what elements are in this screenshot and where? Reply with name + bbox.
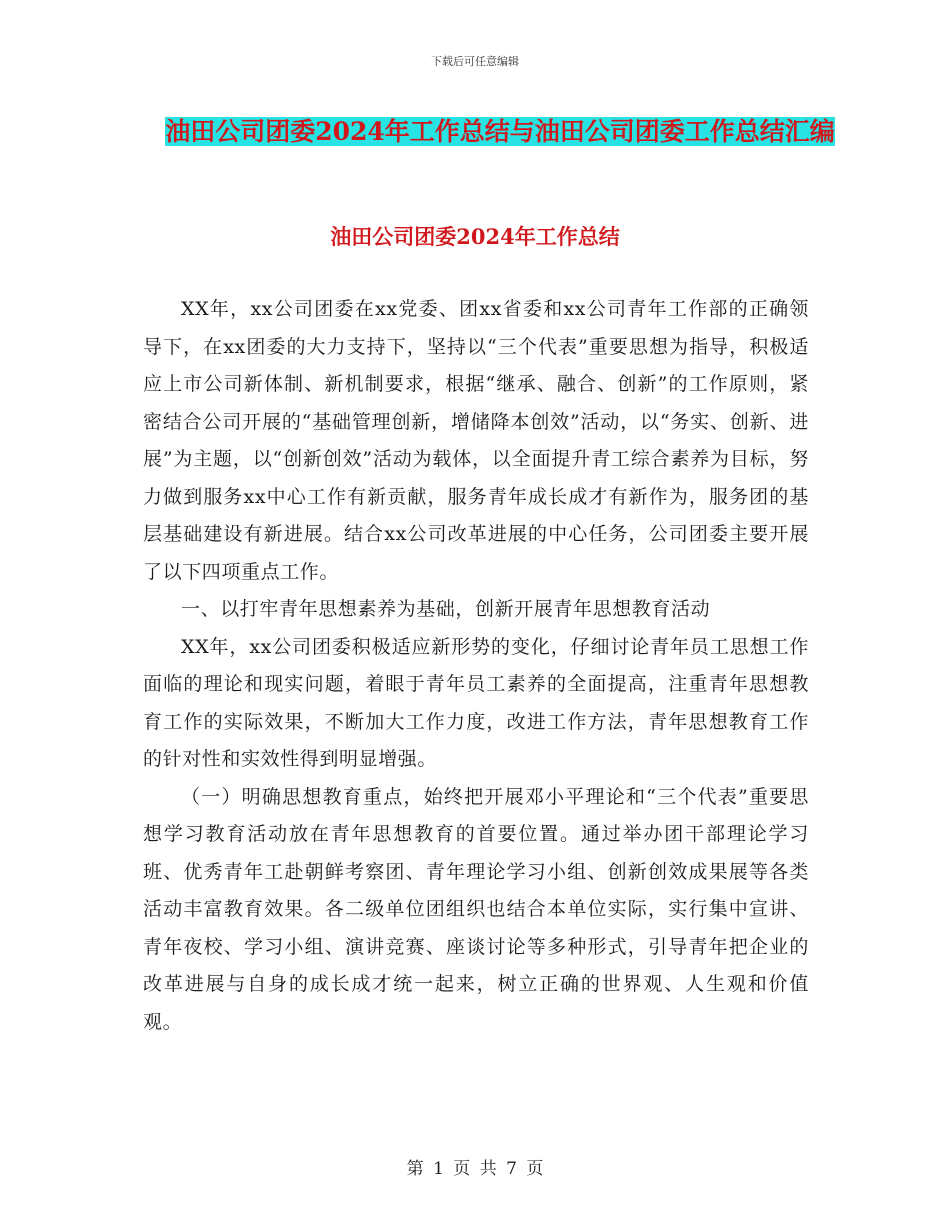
paragraph-education-overview: XX年，xx公司团委积极适应新形势的变化，仔细讨论青年员工思想工作面临的理论和现实问题，着眼于青年员工素养的全面提高，注重青年思想教育工作的实际效果，不断加大工作力度，改进工作方法，青年思想教育工作的针对性和实效性得到明显增强。 (143, 635, 809, 770)
paragraph-intro: XX年，xx公司团委在xx党委、团xx省委和xx公司青年工作部的正确领导下，在xx团委的大力支持下，坚持以“三个代表”重要思想为指导，积极适应上市公司新体制、新机制要求，根据“继承、融合、创新”的工作原则，紧密结合公司开展的“基础管理创新，增储降本创效”活动，以“务实、创新、进展”为主题，以“创新创效”活动为载体，以全面提升青工综合素养为目标，努力做到服务xx中心工作有新贡献，服务青年成长成才有新作为，服务团的基层基础建设有新进展。结合xx公司改革进展的中心任务，公司团委主要开展了以下四项重点工作。 (143, 298, 809, 583)
page-header: 下载后可任意编辑 (431, 55, 519, 68)
section-title: 油田公司团委2024年工作总结 (330, 224, 620, 249)
document-body (143, 291, 809, 1041)
paragraph-education-focus: （一）明确思想教育重点，始终把开展邓小平理论和“三个代表”重要思想学习教育活动放在青年思想教育的首要位置。通过举办团干部理论学习班、优秀青年工赴朝鲜考察团、青年理论学习小组、创新创效成果展等各类活动丰富教育效果。各二级单位团组织也结合本单位实际，实行集中宣讲、青年夜校、学习小组、演讲竞赛、座谈讨论等多种形式，引导青年把企业的改革进展与自身的成长成才统一起来，树立正确的世界观、人生观和价值观。 (143, 785, 809, 1033)
document-title (140, 108, 860, 156)
page-number-footer: 第 1 页 共 7 页 (406, 1159, 544, 1179)
document-title-text: 油田公司团委2024年工作总结与油田公司团委工作总结汇编 (165, 117, 835, 146)
paragraph-heading-one: 一、以打牢青年思想素养为基础，创新开展青年思想教育活动 (181, 598, 711, 620)
